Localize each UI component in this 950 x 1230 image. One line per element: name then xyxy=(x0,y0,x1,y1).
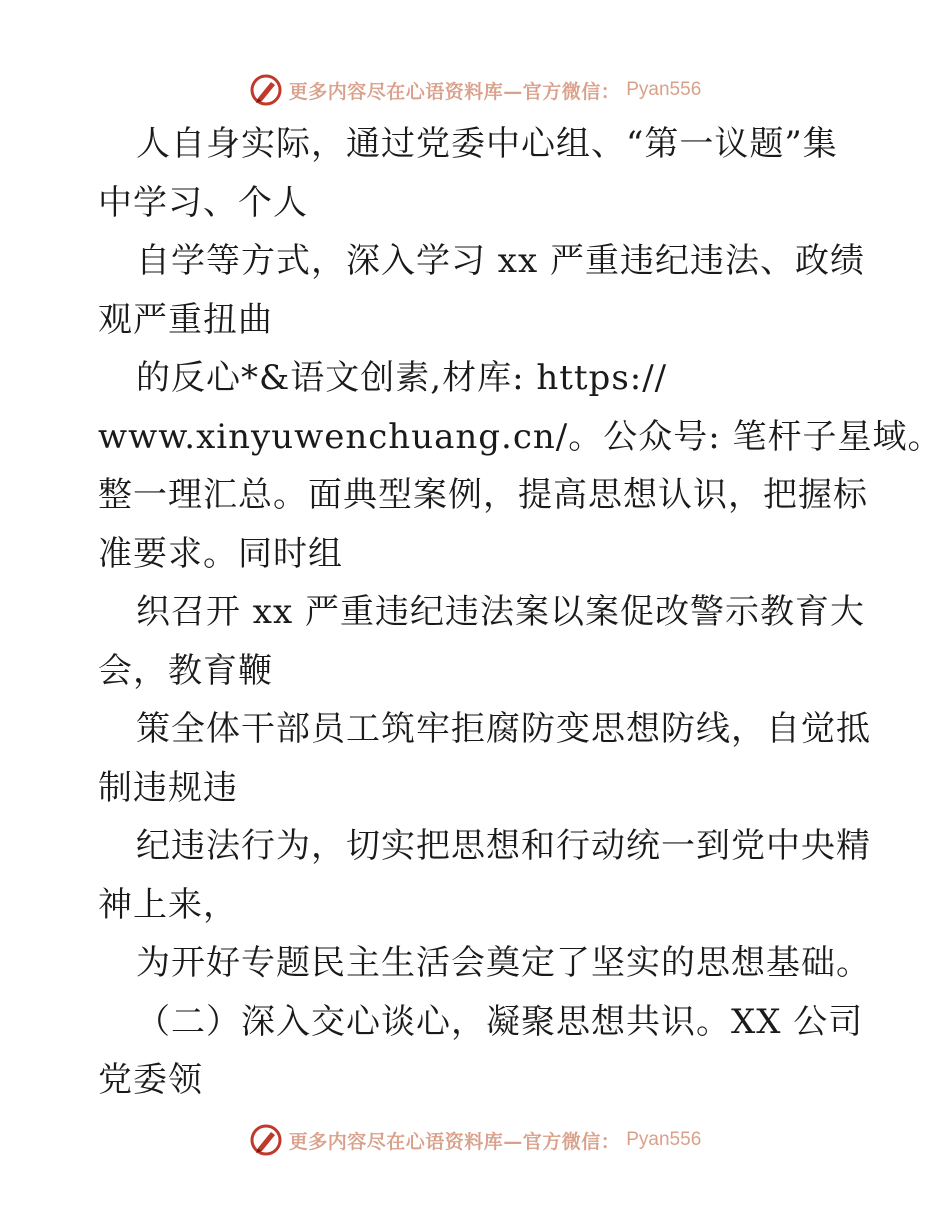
pen-nib-logo-icon xyxy=(249,1123,283,1157)
body-line: 党委领 xyxy=(98,1060,203,1100)
footer-banner xyxy=(0,1120,950,1160)
header-banner xyxy=(0,70,950,110)
body-line: 整一理汇总。面典型案例，提高思想认识，把握标 xyxy=(98,475,868,515)
header-banner-account: Pyan556 xyxy=(626,79,702,100)
body-line: 为开好专题民主生活会奠定了坚实的思想基础。 xyxy=(136,943,871,983)
footer-banner-account: Pyan556 xyxy=(626,1129,702,1150)
body-line: 自学等方式，深入学习 xx 严重违纪违法、政绩 xyxy=(136,241,865,281)
body-line: 中学习、个人 xyxy=(98,182,308,223)
body-line: 神上来， xyxy=(98,884,238,925)
body-line: （二）深入交心谈心，凝聚思想共识。XX 公司 xyxy=(136,1001,864,1042)
body-line: www.xinyuwenchuang.cn/。公众号: 笔杆子星域。 xyxy=(98,416,943,457)
body-line: 织召开 xx 严重违纪违法案以案促改警示教育大 xyxy=(136,592,865,632)
body-line: 策全体干部员工筑牢拒腐防变思想防线，自觉抵 xyxy=(136,709,871,749)
body-text xyxy=(98,115,943,1110)
body-line: 准要求。同时组 xyxy=(98,533,343,574)
header-banner-text: 更多内容尽在心语资料库—官方微信： xyxy=(288,80,621,103)
footer-banner-text: 更多内容尽在心语资料库—官方微信： xyxy=(288,1130,621,1153)
body-line: 人自身实际，通过党委中心组、“第一议题”集 xyxy=(136,124,838,164)
body-line: 纪违法行为，切实把思想和行动统一到党中央精 xyxy=(136,826,871,866)
body-line: 的反心*&语文创素,材库: https:// xyxy=(136,358,668,398)
pen-nib-logo-icon xyxy=(249,73,283,107)
body-line: 会，教育鞭 xyxy=(98,650,273,691)
body-line: 制违规违 xyxy=(98,767,238,808)
body-line: 观严重扭曲 xyxy=(98,299,273,340)
